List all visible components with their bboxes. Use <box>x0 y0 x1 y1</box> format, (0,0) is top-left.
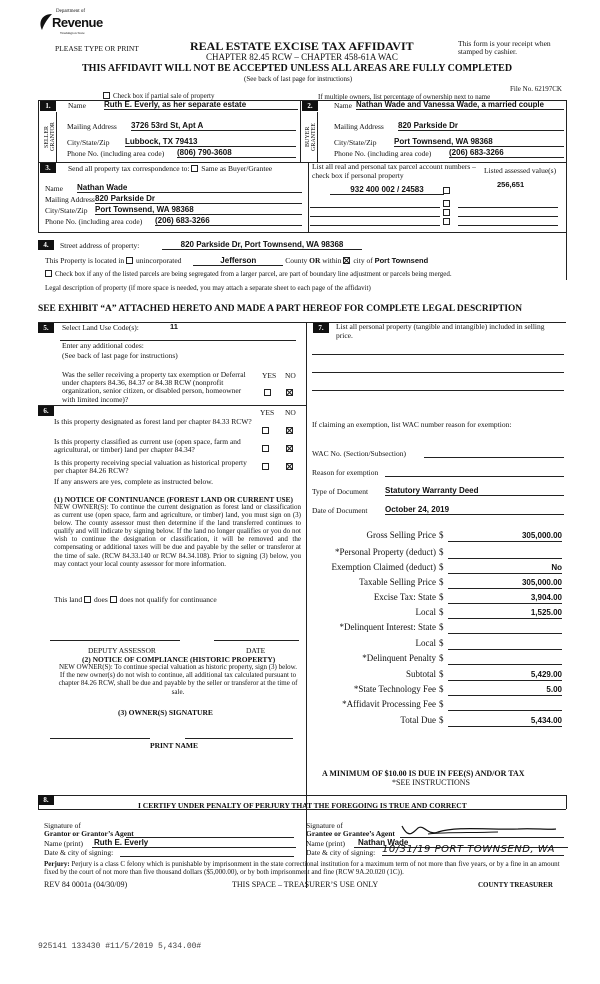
claiming-exemption: If claiming an exemption, list WAC number reason for exemption: <box>312 420 512 429</box>
grantee-date-label: Date & city of signing: <box>306 848 376 857</box>
form-title: REAL ESTATE EXCISE TAX AFFIDAVIT <box>190 39 414 53</box>
file-number: File No. 62197CK <box>510 85 562 93</box>
fee-value-1 <box>448 547 562 559</box>
within-city-checkbox[interactable] <box>343 257 350 264</box>
doc-type: Statutory Warranty Deed <box>385 486 564 496</box>
partial-sale-checkbox[interactable] <box>103 92 110 99</box>
grantee-name: Nathan Wade <box>354 838 568 848</box>
land-use-label: Select Land Use Code(s): <box>62 323 139 332</box>
form-chapter: CHAPTER 82.45 RCW – CHAPTER 458-61A WAC <box>206 52 398 62</box>
grantor-name-label: Name (print) <box>44 839 83 848</box>
grantor-name: Ruth E. Everly <box>92 838 296 848</box>
street-label: Street address of property: <box>60 241 140 250</box>
fee-dollar-4: $ <box>439 592 444 602</box>
fee-value-12: 5,434.00 <box>448 715 562 727</box>
grantee-date-city: 10/31/19 PORT TOWNSEND, WA <box>382 844 564 856</box>
buyer-phone-label: Phone No. (including area code) <box>334 149 432 158</box>
county-name: Jefferson <box>193 256 283 266</box>
buyer-phone: (206) 683-3266 <box>449 148 564 158</box>
receipt-note: This form is your receipt when stamped by cashier. <box>458 39 551 56</box>
buyer-address: 820 Parkside Dr <box>398 121 564 131</box>
historic-yes-checkbox[interactable] <box>262 462 272 471</box>
fee-label-7: Local <box>415 638 436 648</box>
buyer-city-label: City/State/Zip <box>334 138 377 147</box>
fee-dollar-10: $ <box>439 684 444 694</box>
fee-value-0: 305,000.00 <box>448 530 562 542</box>
please-type: PLEASE TYPE OR PRINT <box>55 44 139 53</box>
sec5-yes: YES <box>262 371 277 380</box>
doc-date: October 24, 2019 <box>385 505 564 515</box>
parcel-instructions: List all real and personal tax parcel account numbers – check box if personal property <box>312 162 476 180</box>
perjury-notice: Perjury: Perjury is a class C felony which is punishable by imprisonment in the state correctional institution for a maximum term of not more than five years, or by a fine in an amount fixed by the court of not more than five thousand dollars ($5,000.00), or by both imprisonment and fine (RCW 9A.20.020 (1C)). <box>44 860 560 877</box>
if-yes-note: If any answers are yes, complete as instructed below. <box>54 477 214 486</box>
notice-continuance-body: NEW OWNER(S): To continue the current designation as forest land or classification as current use (open space, farm and agriculture, or timber) land, you must sign on (3) below. The county assessor must then determine if the land transferred continues to qualify and will indicate by signing below. If the land no longer qualifies or you do not wish to continue the designation or classification, it will be removed and the compensating or additional taxes will be due and payable by the seller or transferor at the time of sale. (RCW 84.33.140 or RCW 84.34.108). Prior to signing (3) below, you may contact your local county assessor for more information. <box>54 503 301 568</box>
seller-city: Lubbock, TX 79413 <box>125 137 296 147</box>
print-name-label: PRINT NAME <box>150 741 198 750</box>
segregated-checkbox[interactable] <box>45 270 52 277</box>
multiple-owners: If multiple owners, list percentage of ownership next to name <box>318 93 491 101</box>
logo-state: Washington State <box>60 31 85 35</box>
fee-dollar-7: $ <box>439 638 444 648</box>
grantee-sig-of: Signature of <box>306 821 343 830</box>
buyer-addr-label: Mailing Address <box>334 122 384 131</box>
fee-label-8: *Delinquent Penalty <box>362 653 436 663</box>
revenue-logo <box>38 8 103 42</box>
sec3-name: Nathan Wade <box>77 183 302 193</box>
minimum-due: A MINIMUM OF $10.00 IS DUE IN FEE(S) AND/OR TAX <box>322 769 525 778</box>
city-name: Port Townsend <box>374 256 429 265</box>
notice-compliance-body: NEW OWNER(S): To continue special valuation as historic property, sign (3) below. If the new owner(s) do not wish to continue, all additional tax calculated pursuant to chapter 84.26 RCW, shall be due and payable by the seller or transferor at the time of sale. <box>58 663 298 696</box>
fee-dollar-11: $ <box>439 699 444 709</box>
grantor-date-label: Date & city of signing: <box>44 848 114 857</box>
see-instructions: *SEE INSTRUCTIONS <box>392 778 471 787</box>
rev-number: REV 84 0001a (04/30/09) <box>44 880 128 889</box>
fee-value-11 <box>448 699 562 711</box>
sec3-city: Port Townsend, WA 98368 <box>95 205 302 215</box>
exhibit-text: SEE EXHIBIT “A” ATTACHED HERETO AND MADE A PART HEREOF FOR COMPLETE LEGAL DESCRIPTION <box>38 304 523 314</box>
parcel-checkbox-3[interactable] <box>443 208 453 217</box>
current-use-yes-checkbox[interactable] <box>262 444 272 453</box>
sec5-yes-checkbox[interactable] <box>264 388 274 397</box>
sec3-name-label: Name <box>45 184 63 193</box>
buyer-name-label: Name <box>334 101 352 110</box>
fee-value-3: 305,000.00 <box>448 577 562 589</box>
sec5-no: NO <box>285 371 296 380</box>
fee-dollar-8: $ <box>439 653 444 663</box>
fee-value-4: 3,904.00 <box>448 592 562 604</box>
sec3-address: 820 Parkside Dr <box>95 194 302 204</box>
same-as-buyer-checkbox[interactable] <box>191 165 198 172</box>
see-back: (See back of last page for instructions) <box>244 75 353 83</box>
fee-value-2: No <box>448 562 562 574</box>
fee-label-2: Exemption Claimed (deduct) <box>331 562 436 572</box>
land-use-code: 11 <box>170 322 178 331</box>
deputy-assessor: DEPUTY ASSESSOR <box>88 646 156 655</box>
section-7-number: 7. <box>313 323 329 333</box>
wac-label: WAC No. (Section/Subsection) <box>312 449 406 458</box>
forest-question: Is this property designated as forest land per chapter 84.33 RCW? <box>54 417 252 426</box>
grantee-name-label: Name (print) <box>306 839 345 848</box>
qualify-row: This land does does not qualify for continuance <box>54 595 217 604</box>
fee-label-11: *Affidavit Processing Fee <box>342 699 436 709</box>
section-4-number: 4. <box>38 240 54 250</box>
section-5-number: 5. <box>38 323 54 333</box>
sec5-see-back: (See back of last page for instructions) <box>62 351 178 360</box>
cashier-stamp: 925141 133430 #11/5/2019 5,434.00# <box>38 942 202 951</box>
additional-codes-label: Enter any additional codes: <box>62 341 144 350</box>
fee-dollar-9: $ <box>439 669 444 679</box>
legal-description-label: Legal description of property (if more space is needed, you may attach a separate sheet to each page of the affidavit) <box>45 284 371 292</box>
sec5-no-checkbox[interactable] <box>286 388 296 397</box>
partial-sale: Check box if partial sale of property <box>103 92 214 100</box>
buyer-name: Nathan Wade and Vanessa Wade, a married couple <box>356 100 564 110</box>
fee-label-10: *State Technology Fee <box>353 684 436 694</box>
fee-dollar-3: $ <box>439 577 444 587</box>
parcel-number: 932 400 002 / 24583 <box>330 185 444 195</box>
fee-label-5: Local <box>415 607 436 617</box>
notice-continuance-title: (1) NOTICE OF CONTINUANCE (FOREST LAND OR CURRENT USE) <box>54 495 294 504</box>
current-use-question: Is this property classified as current use (open space, farm and agricultural, or timber) land per chapter 84.34? <box>54 437 241 455</box>
forest-no-checkbox[interactable] <box>286 426 296 435</box>
sec3-phone-label: Phone No. (including area code) <box>45 217 143 226</box>
correspondence-text: Send all property tax correspondence to: Same as Buyer/Grantee <box>68 164 273 173</box>
grantee-agent-label: Grantee or Grantee’s Agent <box>306 829 395 838</box>
assessed-label: Listed assessed value(s) <box>484 166 557 175</box>
deputy-date: DATE <box>246 646 266 655</box>
sec6-no: NO <box>285 408 296 417</box>
located-row: This Property is located in unincorporated Jefferson County OR within city of Port Townsend <box>45 256 429 265</box>
forest-yes-checkbox[interactable] <box>262 426 272 435</box>
seller-addr-label: Mailing Address <box>67 122 117 131</box>
fee-dollar-6: $ <box>439 622 444 632</box>
owner-signature-label: (3) OWNER(S) SIGNATURE <box>118 708 213 717</box>
fee-label-0: Gross Selling Price <box>366 530 436 540</box>
does-checkbox[interactable] <box>84 596 91 603</box>
sec3-phone: (206) 683-3266 <box>155 216 302 226</box>
unincorporated-checkbox[interactable] <box>126 257 133 264</box>
fee-label-6: *Delinquent Interest: State <box>339 622 436 632</box>
section-8-number: 8. <box>38 795 54 805</box>
fee-dollar-5: $ <box>439 607 444 617</box>
grantor-sig-of: Signature of <box>44 821 81 830</box>
fee-value-6 <box>448 622 562 634</box>
seller-name: Ruth E. Everly, as her separate estate <box>104 100 298 110</box>
doc-type-label: Type of Document <box>312 487 369 496</box>
grantor-agent-label: Grantor or Grantor’s Agent <box>44 829 134 838</box>
fee-value-9: 5,429.00 <box>448 669 562 681</box>
fee-value-8 <box>448 653 562 665</box>
historic-question: Is this property receiving special valuation as historical property per chapter 84.26 RCW? <box>54 458 247 476</box>
parcel-checkbox-2[interactable] <box>443 199 453 208</box>
warning-text: THIS AFFIDAVIT WILL NOT BE ACCEPTED UNLESS ALL AREAS ARE FULLY COMPLETED <box>82 63 513 74</box>
sec3-city-label: City/State/Zip <box>45 206 88 215</box>
section-3-number: 3. <box>40 163 56 173</box>
seller-city-label: City/State/Zip <box>67 138 110 147</box>
seller-side-label: SELLER GRANTOR <box>44 122 56 152</box>
sec3-addr-label: Mailing Address <box>45 195 95 204</box>
seller-phone: (806) 790-3608 <box>177 148 296 158</box>
does-not-checkbox[interactable] <box>110 596 117 603</box>
section-2-number: 2. <box>302 101 318 111</box>
seller-address: 3726 53rd St, Apt A <box>131 121 296 131</box>
fee-label-3: Taxable Selling Price <box>359 577 436 587</box>
buyer-city: Port Townsend, WA 98368 <box>394 137 564 147</box>
seller-name-label: Name <box>68 101 86 110</box>
historic-no-checkbox[interactable] <box>286 462 296 471</box>
certify-text: I CERTIFY UNDER PENALTY OF PERJURY THAT THE FOREGOING IS TRUE AND CORRECT <box>138 801 467 810</box>
parcel-checkbox-1[interactable] <box>443 186 453 195</box>
fee-dollar-2: $ <box>439 562 444 572</box>
fee-value-5: 1,525.00 <box>448 607 562 619</box>
sec6-yes: YES <box>260 408 275 417</box>
assessed-value: 256,651 <box>497 180 525 189</box>
reason-label: Reason for exemption <box>312 468 379 477</box>
fee-label-4: Excise Tax: State <box>373 592 436 602</box>
logo-revenue: Revenue <box>52 15 103 30</box>
treasurer-space: THIS SPACE – TREASURER’S USE ONLY <box>232 880 379 889</box>
fee-dollar-1: $ <box>439 547 444 557</box>
seller-phone-label: Phone No. (including area code) <box>67 149 165 158</box>
street-address: 820 Parkside Dr, Port Townsend, WA 98368 <box>162 240 362 250</box>
section-6-number: 6. <box>38 406 54 416</box>
section-1-number: 1. <box>40 101 56 111</box>
fee-label-9: Subtotal <box>405 669 436 679</box>
personal-property-label: List all personal property (tangible and intangible) included in selling price. <box>336 322 545 340</box>
exemption-question: Was the seller receiving a property tax exemption or Deferral under chapters 84.36, 84.37 or 84.38 RCW (nonprofit organization, senior citizen, or disabled person, homeowner with limited income)? <box>62 370 246 404</box>
fee-label-12: Total Due <box>400 715 436 725</box>
fee-label-1: *Personal Property (deduct) <box>335 547 436 557</box>
county-treasurer: COUNTY TREASURER <box>478 881 553 889</box>
current-use-no-checkbox[interactable] <box>286 444 296 453</box>
doc-date-label: Date of Document <box>312 506 368 515</box>
fee-dollar-0: $ <box>439 530 444 540</box>
fee-value-10: 5.00 <box>448 684 562 696</box>
segregated-row: Check box if any of the listed parcels are being segregated from a larger parcel, are part of boundary line adjustment or parcels being merged. <box>45 270 452 278</box>
notice-compliance-title: (2) NOTICE OF COMPLIANCE (HISTORIC PROPERTY) <box>82 655 276 664</box>
fee-dollar-12: $ <box>439 715 444 725</box>
buyer-side-label: BUYER GRANTEE <box>305 123 317 151</box>
logo-dept: Department of <box>56 9 86 14</box>
parcel-checkbox-4[interactable] <box>443 217 453 226</box>
fee-value-7 <box>448 638 562 650</box>
